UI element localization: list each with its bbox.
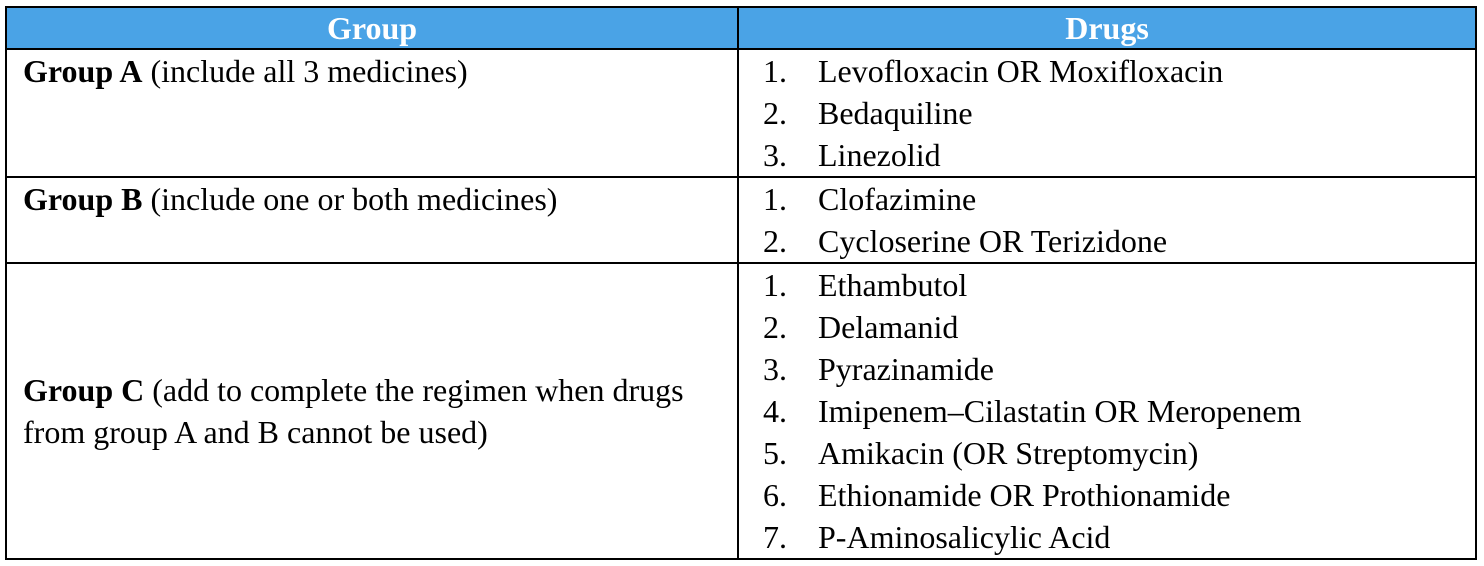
list-number: 1. — [763, 53, 787, 89]
list-number: 4. — [763, 393, 787, 429]
drugs-cell — [738, 263, 1476, 559]
list-number: 5. — [763, 435, 787, 471]
group-cell — [6, 49, 738, 177]
drugs-cell — [738, 49, 1476, 177]
table-row-group-c — [6, 263, 1476, 559]
group-note: (include one or both medicines) — [142, 181, 558, 217]
drug-name: Bedaquiline — [818, 95, 973, 131]
list-item — [755, 134, 1461, 176]
drug-name: Ethambutol — [818, 267, 968, 303]
drugs-column-header: Drugs — [738, 7, 1476, 49]
group-cell — [6, 177, 738, 263]
drugs-cell — [738, 177, 1476, 263]
group-name: Group A — [23, 53, 143, 89]
list-item — [755, 432, 1461, 474]
list-item — [755, 50, 1461, 92]
list-number: 1. — [763, 181, 787, 217]
drug-name: Ethionamide OR Prothionamide — [818, 477, 1231, 513]
table-row-group-a — [6, 49, 1476, 177]
list-number: 3. — [763, 351, 787, 387]
list-item — [755, 306, 1461, 348]
list-item — [755, 220, 1461, 262]
group-column-header: Group — [6, 7, 738, 49]
group-note: (include all 3 medicines) — [142, 53, 468, 89]
drug-name: Delamanid — [818, 309, 959, 345]
list-item — [755, 348, 1461, 390]
drug-list — [755, 178, 1461, 262]
list-number: 6. — [763, 477, 787, 513]
drug-name: Pyrazinamide — [818, 351, 994, 387]
list-item — [755, 264, 1461, 306]
list-number: 1. — [763, 267, 787, 303]
group-name: Group B — [23, 181, 143, 217]
list-item — [755, 516, 1461, 558]
group-cell — [6, 263, 738, 559]
list-item — [755, 92, 1461, 134]
list-item — [755, 474, 1461, 516]
list-number: 2. — [763, 223, 787, 259]
drug-groups-table-container — [5, 6, 1475, 560]
drug-name: Cycloserine OR Terizidone — [818, 223, 1168, 259]
drug-groups-table — [5, 6, 1477, 560]
group-note: (add to complete the regimen when drugs from group A and B cannot be used) — [23, 372, 684, 450]
list-item — [755, 390, 1461, 432]
drug-name: Clofazimine — [818, 181, 977, 217]
list-item — [755, 178, 1461, 220]
list-number: 7. — [763, 519, 787, 555]
list-number: 2. — [763, 309, 787, 345]
drug-list — [755, 264, 1461, 558]
drug-name: P-Aminosalicylic Acid — [818, 519, 1111, 555]
drug-name: Amikacin (OR Streptomycin) — [818, 435, 1199, 471]
table-row-group-b — [6, 177, 1476, 263]
table-header-row — [6, 7, 1476, 49]
drug-name: Levofloxacin OR Moxifloxacin — [818, 53, 1224, 89]
group-name: Group C — [23, 372, 145, 408]
list-number: 3. — [763, 137, 787, 173]
list-number: 2. — [763, 95, 787, 131]
drug-name: Linezolid — [818, 137, 941, 173]
drug-list — [755, 50, 1461, 176]
drug-name: Imipenem–Cilastatin OR Meropenem — [818, 393, 1302, 429]
